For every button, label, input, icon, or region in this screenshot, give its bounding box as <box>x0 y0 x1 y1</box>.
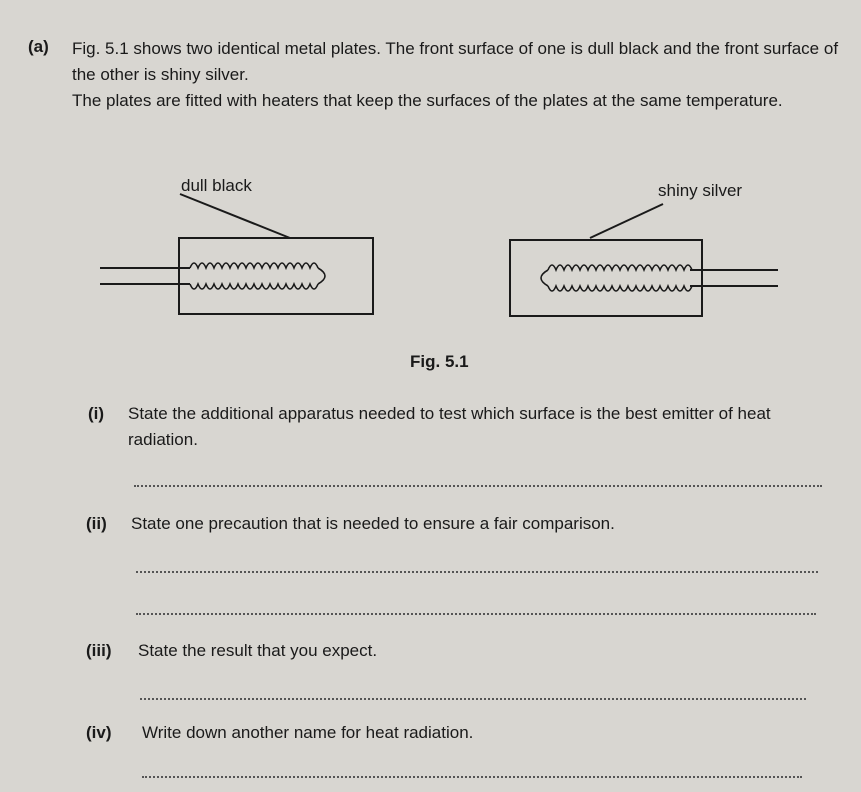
question-iii-text: State the result that you expect. <box>138 641 378 660</box>
left-heater-coil-top <box>190 263 318 268</box>
question-i-text: State the additional apparatus needed to test which surface is the best emitter of heat radiation. <box>128 404 771 449</box>
right-heater-coil-end <box>541 270 548 286</box>
question-iv-text: Write down another name for heat radiation. <box>142 723 474 742</box>
part-label: (a) <box>28 37 49 56</box>
answer-line-iii[interactable] <box>140 698 806 700</box>
dull-black-plate-outline <box>179 238 373 314</box>
figure-caption: Fig. 5.1 <box>410 352 469 371</box>
dull-black-plate <box>100 194 373 314</box>
shiny-silver-plate-outline <box>510 240 702 316</box>
right-heater-coil-bottom <box>548 286 692 291</box>
question-iv-number: (iv) <box>86 723 112 742</box>
question-i-number: (i) <box>88 404 105 423</box>
question-ii-text: State one precaution that is needed to ensure a fair comparison. <box>131 514 615 533</box>
left-heater-coil-bottom <box>190 284 318 289</box>
shiny-silver-label: shiny silver <box>658 181 743 200</box>
right-heater-coil-top <box>548 265 692 270</box>
shiny-silver-plate <box>510 204 778 316</box>
intro-paragraph-1: Fig. 5.1 shows two identical metal plates. The front surface of one is dull black and the front surface of the other is shiny silver. <box>72 39 839 84</box>
dull-black-pointer-line <box>180 194 290 238</box>
left-heater-coil-end <box>318 268 325 284</box>
dull-black-label: dull black <box>181 176 252 195</box>
answer-line-ii-2[interactable] <box>136 613 816 615</box>
question-ii-number: (ii) <box>86 514 107 533</box>
answer-line-ii-1[interactable] <box>136 571 818 573</box>
intro-paragraph-2: The plates are fitted with heaters that keep the surfaces of the plates at the same temperature. <box>72 91 783 110</box>
shiny-silver-pointer-line <box>590 204 663 238</box>
question-iii-number: (iii) <box>86 641 112 660</box>
answer-line-iv[interactable] <box>142 776 802 778</box>
answer-line-i[interactable] <box>134 485 822 487</box>
